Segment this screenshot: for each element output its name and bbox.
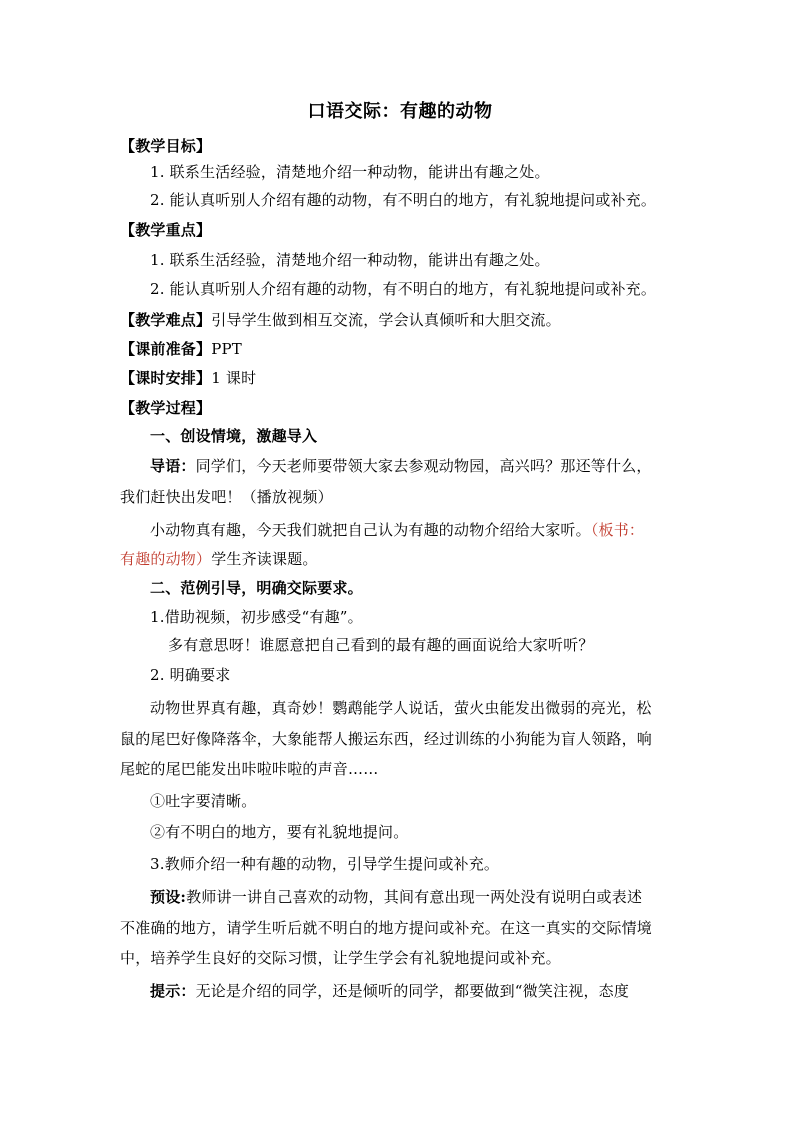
- section1-para-line-2: [120, 549, 680, 569]
- section1-para-tail: 学生齐读课题。: [211, 550, 318, 568]
- section2-title: 二、范例引导，明确交际要求。: [150, 579, 363, 597]
- document-page: [120, 0, 680, 1123]
- preset-label: 预设:: [150, 888, 187, 906]
- preset-line-3: 中，培养学生良好的交际习惯，让学生学会有礼貌地提问或补充。: [120, 949, 561, 967]
- difficulty-heading: 【教学难点】: [120, 311, 212, 329]
- focus-item-2: 2. 能认真听别人介绍有趣的动物，有不明白的地方，有礼貌地提问或补充。: [150, 280, 657, 298]
- process-heading: 【教学过程】: [120, 399, 212, 417]
- step3-heading: 3.教师介绍一种有趣的动物，引导学生提问或补充。: [150, 855, 500, 873]
- preset-text: 教师讲一讲自己喜欢的动物，其间有意出现一两处没有说明白或表述: [186, 888, 643, 906]
- preparation-heading: 【课前准备】: [120, 340, 212, 358]
- intro-line-1: [150, 456, 680, 476]
- focus-heading: 【教学重点】: [120, 221, 212, 239]
- step2-line-2: 鼠的尾巴好像降落伞，大象能帮人搬运东西，经过训练的小狗能为盲人领路，响: [120, 730, 653, 748]
- blackboard-note-close: 有趣的动物）: [120, 550, 212, 568]
- objective-item-1: 1. 联系生活经验，清楚地介绍一种动物，能讲出有趣之处。: [150, 163, 550, 181]
- intro-label: 导语：: [150, 457, 196, 475]
- tip-line-1: [150, 981, 680, 1001]
- step1-text: 多有意思呀！谁愿意把自己看到的最有趣的画面说给大家听听？: [168, 636, 594, 654]
- step1-heading: 1.借助视频，初步感受“有趣”。: [150, 608, 363, 626]
- preparation-row: [120, 339, 680, 359]
- difficulty-text: 引导学生做到相互交流，学会认真倾听和大胆交流。: [211, 311, 561, 329]
- intro-text: 同学们，今天老师要带领大家去参观动物园，高兴吗？那还等什么，: [195, 457, 652, 475]
- preparation-text: PPT: [211, 340, 242, 358]
- section1-title: 一、创设情境，激趣导入: [150, 427, 318, 445]
- schedule-heading: 【课时安排】: [120, 369, 212, 387]
- document-title: 口语交际：有趣的动物: [307, 101, 493, 122]
- intro-line-2: 我们赶快出发吧！（播放视频）: [120, 488, 333, 506]
- preset-line-2: 不准确的地方，请学生听后就不明白的地方提问或补充。在这一真实的交际情境: [120, 919, 653, 937]
- schedule-row: [120, 368, 680, 388]
- preset-line-1: [150, 887, 680, 907]
- requirement-1: ①吐字要清晰。: [150, 792, 257, 810]
- requirement-2: ②有不明白的地方，要有礼貌地提问。: [150, 823, 409, 841]
- step2-line-1: 动物世界真有趣，真奇妙！鹦鹉能学人说话，萤火虫能发出微弱的亮光，松: [150, 699, 652, 717]
- step2-line-3: 尾蛇的尾巴能发出咔啦咔啦的声音……: [120, 760, 379, 778]
- focus-item-1: 1. 联系生活经验，清楚地介绍一种动物，能讲出有趣之处。: [150, 251, 550, 269]
- tip-text: 无论是介绍的同学，还是倾听的同学，都要做到“微笑注视，态度: [195, 982, 630, 1000]
- objectives-heading: 【教学目标】: [120, 137, 212, 155]
- section1-para-text: 小动物真有趣，今天我们就把自己认为有趣的动物介绍给大家听。: [150, 521, 591, 539]
- schedule-text: 1 课时: [211, 369, 257, 387]
- blackboard-note-open: （板书：: [590, 521, 645, 539]
- difficulty-row: [120, 310, 680, 330]
- section1-para-line-1: [150, 520, 680, 540]
- step2-heading: 2. 明确要求: [150, 666, 231, 684]
- tip-label: 提示：: [150, 982, 196, 1000]
- objective-item-2: 2. 能认真听别人介绍有趣的动物，有不明白的地方，有礼貌地提问或补充。: [150, 191, 657, 209]
